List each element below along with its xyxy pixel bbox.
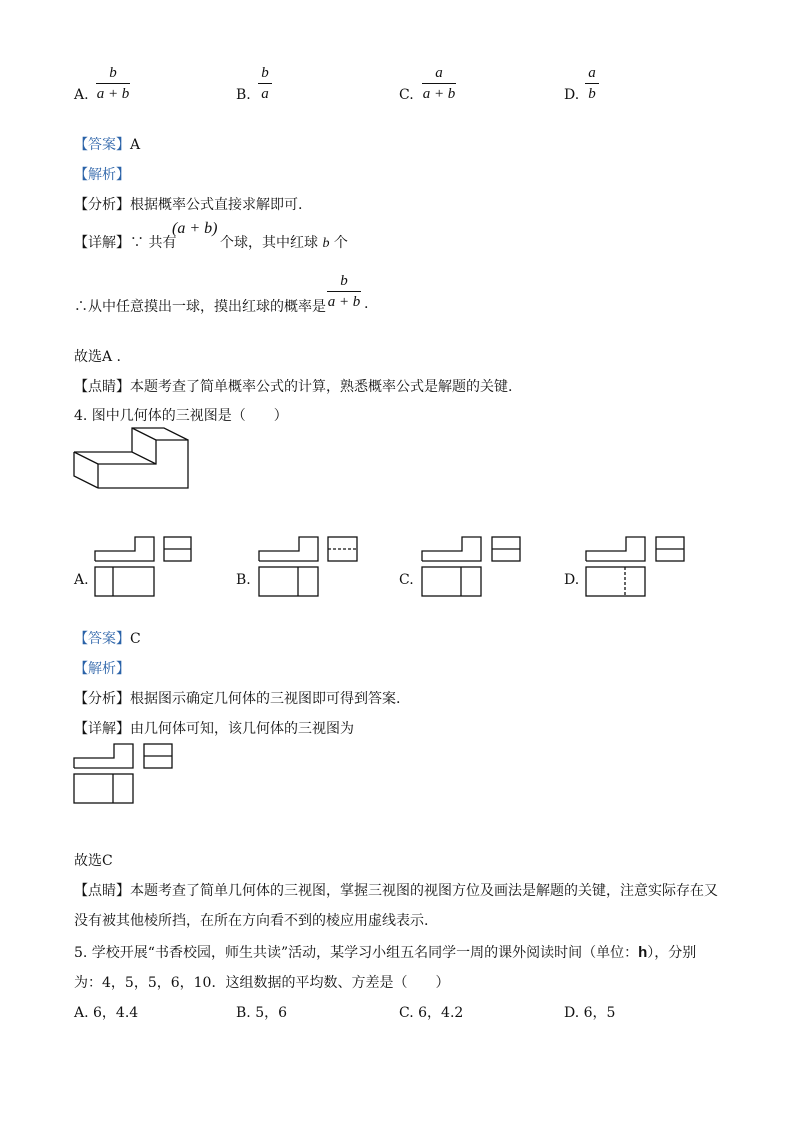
answer-tag: 【答案】 <box>74 631 130 647</box>
q5-option-a[interactable]: A. 6，4.4 <box>74 1005 139 1021</box>
q5-stem-line1 <box>74 942 696 962</box>
q5-stem-line2: 为：4，5，5，6，10．这组数据的平均数、方差是（ ） <box>74 975 450 991</box>
fenxi-text: 根据图示确定几何体的三视图即可得到答案. <box>130 691 401 707</box>
detail-text: 由几何体可知，该几何体的三视图为 <box>130 721 354 737</box>
q3-option-d-label: D. <box>564 87 580 103</box>
q3-detail-line-rest <box>220 232 348 252</box>
therefore-fraction: b a + b <box>327 273 361 310</box>
q3-option-a-label: A. <box>74 87 89 103</box>
q4-comment-line2: 没有被其他棱所挡，在所在方向看不到的棱应用虚线表示. <box>74 913 429 929</box>
detail-text-2: 个球，其中红球 <box>220 235 318 251</box>
comment-text: 本题考查了简单概率公式的计算，熟悉概率公式是解题的关键. <box>130 379 513 395</box>
comment-text: 本题考查了简单几何体的三视图，掌握三视图的视图方位及画法是解题的关键，注意实际存在又 <box>130 883 718 899</box>
q3-option-a-fraction[interactable]: b a + b <box>96 65 130 102</box>
comment-tag: 【点睛】 <box>74 379 130 395</box>
q4-option-d-label: D. <box>564 572 580 588</box>
detail-expression: (a + b) <box>172 220 218 237</box>
q4-option-a-views[interactable] <box>94 536 194 598</box>
q4-answer-views <box>73 743 177 805</box>
detail-tag: 【详解】 <box>74 235 130 251</box>
detail-tag: 【详解】 <box>74 721 130 737</box>
detail-text-3: 个 <box>333 235 348 251</box>
q5-option-b[interactable]: B. 5，6 <box>236 1005 288 1021</box>
q4-option-c-views[interactable] <box>421 536 523 598</box>
q4-analysis-line <box>74 688 400 708</box>
q4-comment-line1 <box>74 880 718 900</box>
q4-option-b-views[interactable] <box>258 536 360 598</box>
q4-solid-figure <box>70 428 200 492</box>
q5-option-c[interactable]: C. 6，4.2 <box>399 1005 464 1021</box>
q4-detail-line <box>74 718 354 738</box>
q3-option-b-fraction[interactable]: b a <box>258 64 272 103</box>
therefore-text: 从中任意摸出一球，摸出红球的概率是 <box>88 299 326 315</box>
q4-stem: 4. 图中几何体的三视图是（ ） <box>74 408 288 424</box>
analysis-tag: 【解析】 <box>74 661 130 677</box>
q3-comment-line <box>74 376 512 396</box>
q3-option-c-label: C. <box>399 87 414 103</box>
q3-therefore-line <box>74 296 326 316</box>
q3-detail-line <box>74 232 176 252</box>
q5-stem-text: 5. 学校开展“书香校园，师生共读”活动，某学习小组五名同学一周的课外阅读时间（单位： <box>74 945 639 961</box>
q5-stem-end: ），分别 <box>647 945 697 961</box>
q4-answer-line <box>74 628 141 648</box>
analysis-tag: 【解析】 <box>74 167 130 183</box>
therefore-symbol: ∴ <box>74 299 88 315</box>
q4-choose: 故选C <box>74 853 113 869</box>
q5-unit: h <box>638 944 648 961</box>
q3-option-d-fraction[interactable]: a b <box>585 64 599 103</box>
detail-text: 共有 <box>148 235 177 251</box>
answer-value: A <box>130 137 141 153</box>
q3-analysis-line <box>74 194 302 214</box>
q4-option-c-label: C. <box>399 572 414 588</box>
answer-value: C <box>130 631 141 647</box>
q3-option-c-fraction[interactable]: a a + b <box>422 65 456 102</box>
q4-option-a-label: A. <box>74 572 89 588</box>
fenxi-text: 根据概率公式直接求解即可. <box>130 197 303 213</box>
therefore-end: . <box>364 296 369 312</box>
q3-option-b-label: B. <box>236 87 251 103</box>
q4-option-b-label: B. <box>236 572 251 588</box>
q4-option-d-views[interactable] <box>585 536 687 598</box>
q3-choose: 故选A . <box>74 349 122 365</box>
because-symbol: ∵ <box>130 235 144 251</box>
answer-tag: 【答案】 <box>74 137 130 153</box>
detail-variable: b <box>322 236 330 251</box>
fenxi-tag: 【分析】 <box>74 691 130 707</box>
q5-option-d[interactable]: D. 6，5 <box>564 1005 616 1021</box>
fenxi-tag: 【分析】 <box>74 197 130 213</box>
comment-tag: 【点睛】 <box>74 883 130 899</box>
q3-answer-line <box>74 134 140 154</box>
